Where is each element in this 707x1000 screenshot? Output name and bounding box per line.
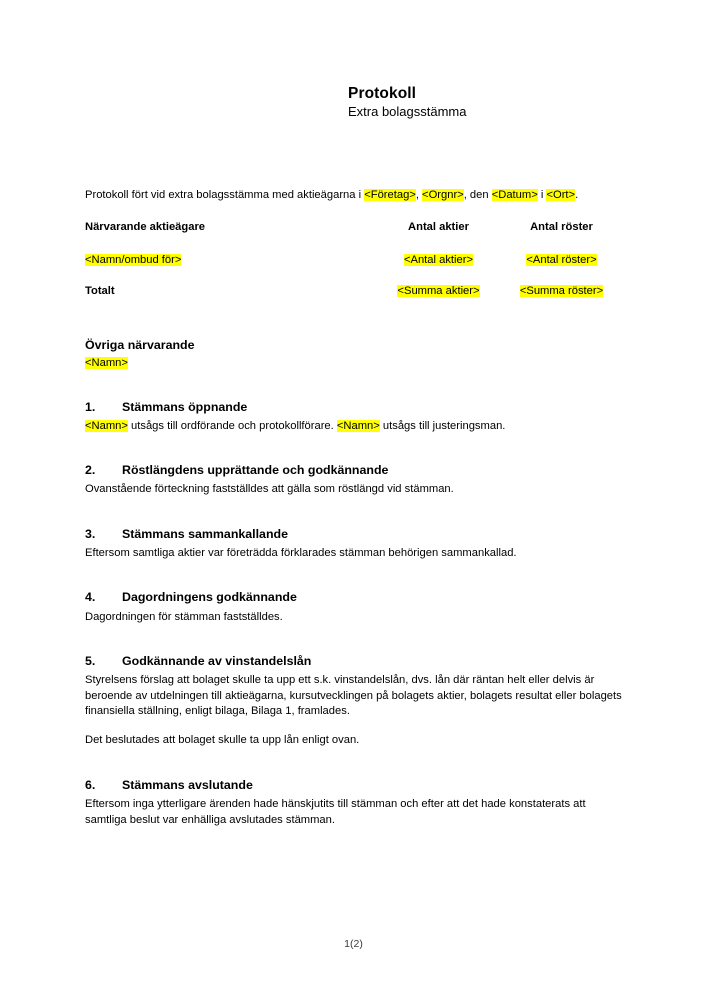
heading-other-attendees: Övriga närvarande xyxy=(85,338,195,353)
section-4-body: Dagordningen för stämman fastställdes. xyxy=(85,610,283,623)
placeholder-other-attendee-name: <Namn> xyxy=(85,356,128,369)
section-2-title: Röstlängdens upprättande och godkännande xyxy=(122,463,389,478)
page-footer xyxy=(0,938,707,950)
section-1-text-2: utsågs till justeringsman. xyxy=(379,419,506,432)
cell-total-label: Totalt xyxy=(85,285,115,298)
cell-total-votes xyxy=(500,284,623,299)
placeholder-orgnr: <Orgnr> xyxy=(422,189,464,201)
section-4-number: 4. xyxy=(85,590,96,605)
placeholder-shareholder-name: <Namn/ombud för> xyxy=(85,254,182,267)
table-row xyxy=(85,253,623,284)
placeholder-company: <Företag> xyxy=(364,189,416,201)
section-3-heading xyxy=(85,526,623,542)
section-3-body: Eftersom samtliga aktier var företrädda förklarades stämman behörigen sammankallad. xyxy=(85,546,517,559)
placeholder-votes: <Antal röster> xyxy=(526,254,597,267)
section-5-title: Godkännande av vinstandelslån xyxy=(122,653,312,668)
section-3 xyxy=(85,526,623,562)
title-block xyxy=(348,84,648,121)
section-2-body: Ovanstående förteckning fastställdes att gälla som röstlängd vid stämman. xyxy=(85,483,454,496)
section-6-body: Eftersom inga ytterligare ärenden hade hänskjutits till stämman och efter att det hade konstaterats att samtliga beslut var enhälliga avslutades stämman. xyxy=(85,798,586,826)
section-4 xyxy=(85,589,623,625)
placeholder-adjuster-name: <Namn> xyxy=(336,419,380,432)
page-number: 1(2) xyxy=(344,938,363,950)
section-5-number: 5. xyxy=(85,653,96,668)
section-6-heading xyxy=(85,777,623,793)
cell-shareholder-name xyxy=(85,253,377,284)
intro-text-5: . xyxy=(575,189,579,201)
intro-text-2: , xyxy=(415,189,423,201)
section-5 xyxy=(85,653,623,749)
section-4-heading xyxy=(85,589,623,605)
section-2-number: 2. xyxy=(85,463,96,478)
page-subtitle: Extra bolagsstämma xyxy=(348,104,467,120)
cell-total-shares xyxy=(377,284,500,299)
column-header-name: Närvarande aktieägare xyxy=(85,221,206,234)
placeholder-place: <Ort> xyxy=(546,189,576,201)
page-title: Protokoll xyxy=(348,85,417,102)
section-1-number: 1. xyxy=(85,399,96,414)
section-5-body-2: Det beslutades att bolaget skulle ta upp lån enligt ovan. xyxy=(85,734,360,747)
section-1-heading xyxy=(85,399,623,415)
cell-shareholder-votes xyxy=(500,253,623,284)
section-5-body: Styrelsens förslag att bolaget skulle ta upp ett s.k. vinstandelslån, dvs. lån där räntan helt eller delvis är beroende av utdelningen till aktieägarna, kursutvecklingen på bolagets aktier, bolagets resultat eller bolagets finansiella ställning, enligt bilaga, Bilaga 1, framlades. xyxy=(85,674,622,718)
intro-text-1: Protokoll fört vid extra bolagsstämma med aktieägarna i xyxy=(85,189,365,201)
section-6 xyxy=(85,777,623,828)
column-header-shares: Antal aktier xyxy=(408,221,469,234)
section-6-title: Stämmans avslutande xyxy=(122,777,253,792)
placeholder-date: <Datum> xyxy=(491,189,538,201)
intro-text-3: , den xyxy=(463,189,492,201)
placeholder-chairman-name: <Namn> xyxy=(85,419,128,432)
attendance-table xyxy=(85,220,623,299)
column-header-votes: Antal röster xyxy=(530,221,593,234)
section-3-title: Stämmans sammankallande xyxy=(122,526,288,541)
other-attendees-name-line xyxy=(85,356,623,371)
section-2 xyxy=(85,462,623,498)
section-2-heading xyxy=(85,462,623,478)
section-1-title: Stämmans öppnande xyxy=(122,399,248,414)
placeholder-total-votes: <Summa röster> xyxy=(519,285,604,298)
section-1 xyxy=(85,399,623,435)
intro-text-4: i xyxy=(537,189,547,201)
intro-paragraph xyxy=(85,188,623,203)
placeholder-total-shares: <Summa aktier> xyxy=(397,285,480,298)
section-6-number: 6. xyxy=(85,777,96,792)
document-body xyxy=(85,188,623,828)
section-1-body xyxy=(85,419,623,434)
section-3-number: 3. xyxy=(85,526,96,541)
table-header-row xyxy=(85,220,623,253)
section-5-heading xyxy=(85,653,623,669)
section-1-text-1: utsågs till ordförande och protokollförare. xyxy=(127,419,337,432)
cell-shareholder-shares xyxy=(377,253,500,284)
table-row-total xyxy=(85,284,623,299)
placeholder-shares: <Antal aktier> xyxy=(403,254,474,267)
section-4-title: Dagordningens godkännande xyxy=(122,590,297,605)
